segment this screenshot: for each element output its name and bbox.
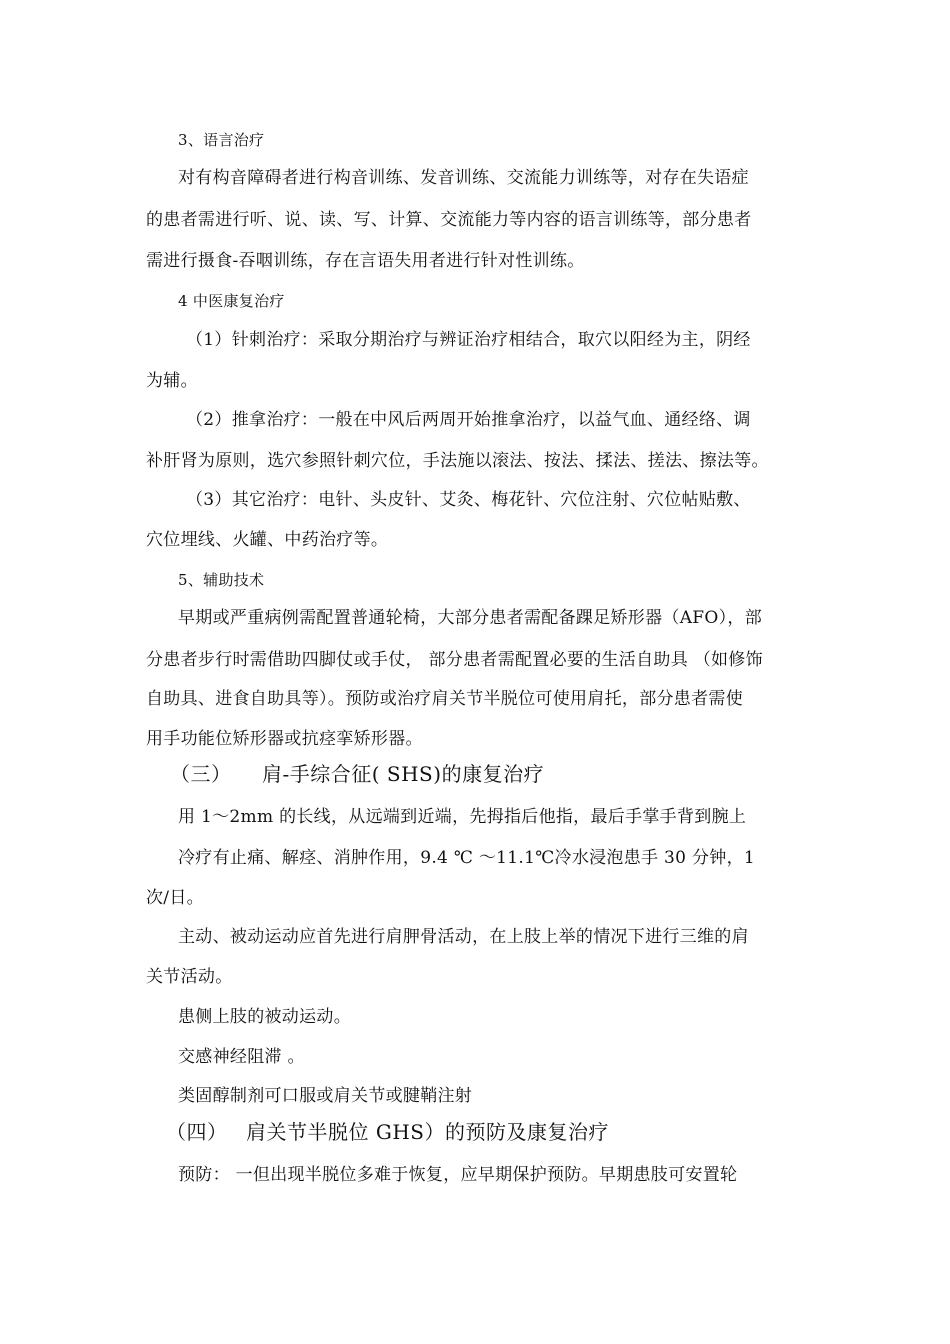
section-number: （四） xyxy=(166,1120,228,1144)
heading-assistive-tech: 5、辅助技术 xyxy=(178,571,265,589)
paragraph-line: 需进行摄食-吞咽训练，存在言语失用者进行针对性训练。 xyxy=(146,251,585,271)
paragraph-line: 交感神经阻滞 。 xyxy=(178,1047,305,1067)
paragraph-line: 冷疗有止痛、解痉、消肿作用，9.4 ℃ ～11.1℃冷水浸泡患手 30 分钟，1 xyxy=(178,848,755,868)
paragraph-line: 对有构音障碍者进行构音训练、发音训练、交流能力训练等，对存在失语症 xyxy=(178,168,749,188)
paragraph-line: 早期或严重病例需配置普通轮椅，大部分患者需配备踝足矫形器（AFO），部 xyxy=(178,608,763,628)
paragraph-line: 次/日。 xyxy=(146,888,204,908)
paragraph-line: （1）针刺治疗：采取分期治疗与辨证治疗相结合，取穴以阳经为主，阴经 xyxy=(186,330,751,350)
section-heading-shs xyxy=(170,760,544,788)
paragraph-line: 补肝肾为原则，选穴参照针刺穴位，手法施以滚法、按法、揉法、搓法、擦法等。 xyxy=(146,451,769,471)
paragraph-line: （3）其它治疗：电针、头皮针、艾灸、梅花针、穴位注射、穴位帖贴敷、 xyxy=(186,490,751,510)
paragraph-line: （2）推拿治疗：一般在中风后两周开始推拿治疗，以益气血、通经络、调 xyxy=(186,410,751,430)
section-number: （三） xyxy=(170,762,232,786)
paragraph-line: 的患者需进行听、说、读、写、计算、交流能力等内容的语言训练等，部分患者 xyxy=(146,210,752,230)
paragraph-line: 关节活动。 xyxy=(146,967,233,987)
heading-tcm-rehab: 4 中医康复治疗 xyxy=(178,292,285,310)
paragraph-line: 预防： 一但出现半脱位多难于恢复，应早期保护预防。早期患肢可安置轮 xyxy=(178,1165,738,1185)
section-title: 肩-手综合征( SHS)的康复治疗 xyxy=(262,762,545,786)
paragraph-line: 自助具、进食自助具等）。预防或治疗肩关节半脱位可使用肩托，部分患者需使 xyxy=(146,689,743,709)
paragraph-line: 主动、被动运动应首先进行肩胛骨活动，在上肢上举的情况下进行三维的肩 xyxy=(178,927,749,947)
section-title: 肩关节半脱位 GHS）的预防及康复治疗 xyxy=(246,1120,609,1144)
paragraph-line: 为辅。 xyxy=(146,371,198,391)
paragraph-line: 用手功能位矫形器或抗痉挛矫形器。 xyxy=(146,729,423,749)
paragraph-line: 患侧上肢的被动运动。 xyxy=(178,1007,351,1027)
paragraph-line: 分患者步行时需借助四脚仗或手仗， 部分患者需配置必要的生活自助具 （如修饰 xyxy=(146,650,763,670)
heading-speech-therapy: 3、语言治疗 xyxy=(178,131,265,149)
paragraph-line: 类固醇制剂可口服或肩关节或腱鞘注射 xyxy=(178,1086,473,1106)
paragraph-line: 穴位埋线、火罐、中药治疗等。 xyxy=(146,530,389,550)
paragraph-line: 用 1～2mm 的长线，从远端到近端，先拇指后他指，最后手掌手背到腕上 xyxy=(178,807,747,827)
section-heading-ghs xyxy=(166,1118,609,1146)
